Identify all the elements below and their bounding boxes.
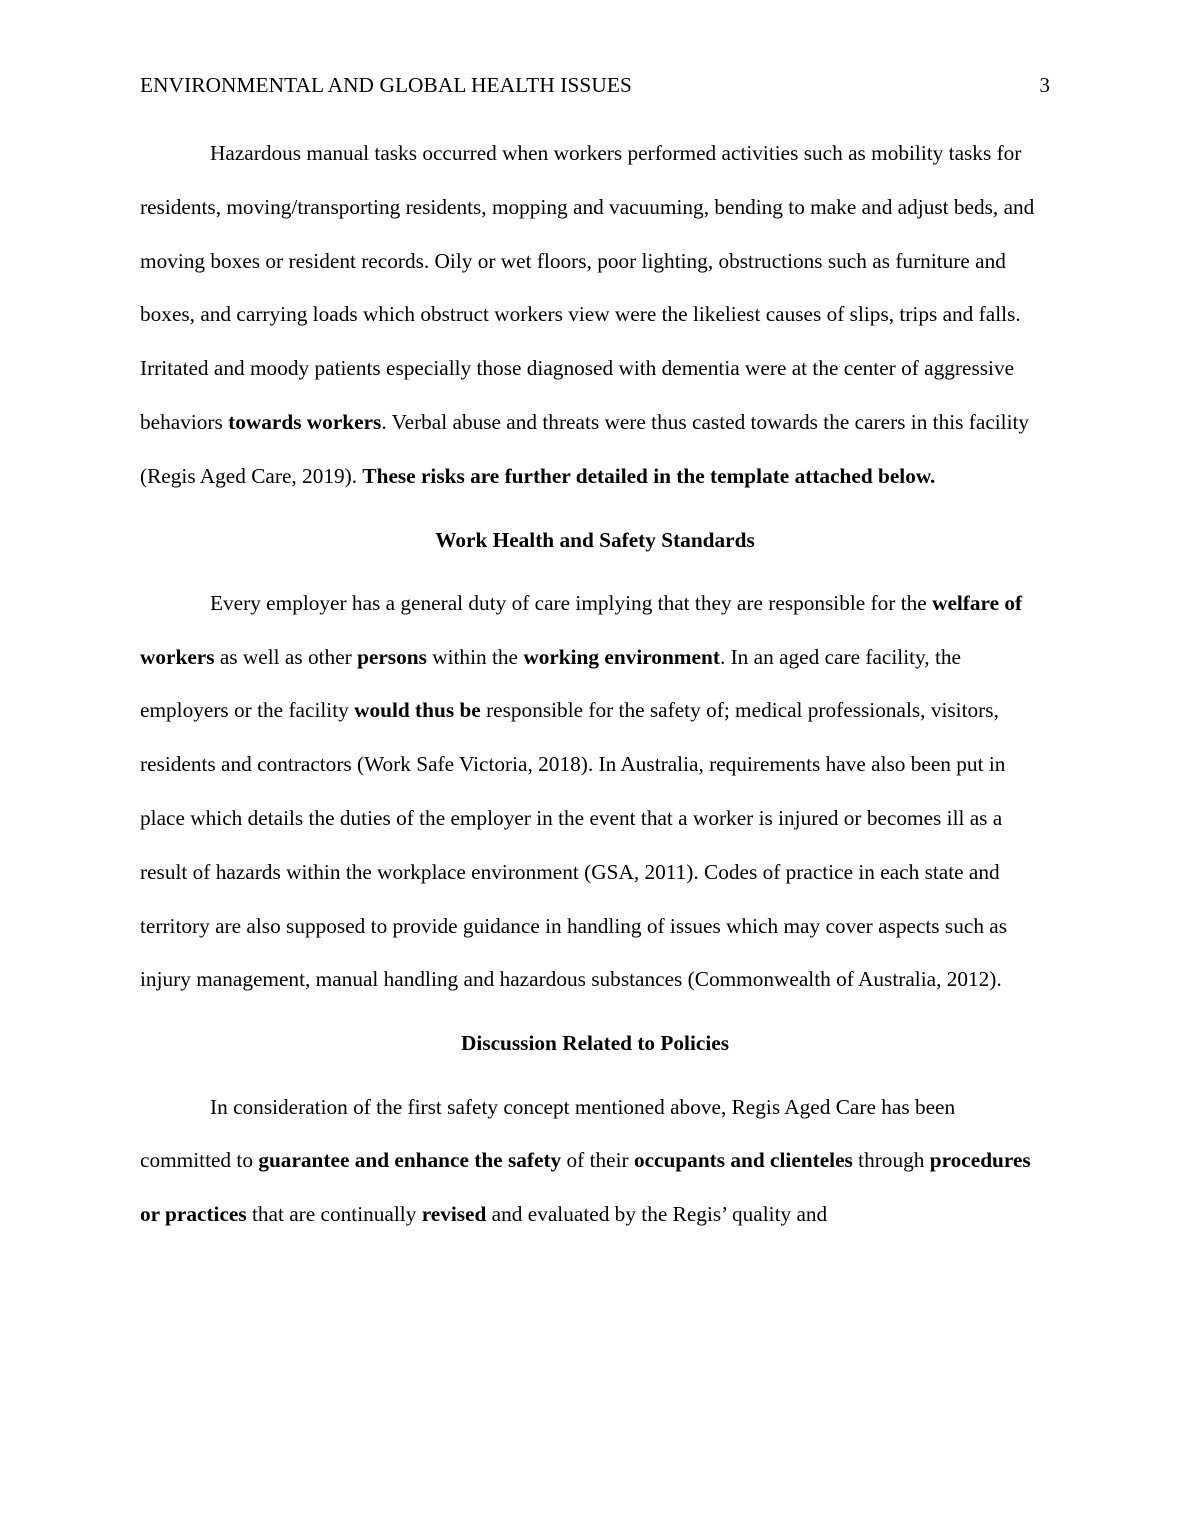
paragraph-hazards-bold-2: These risks are further detailed in the template attached below. [362,463,936,488]
paragraph-policies-text-1: In consideration of the first safety concept mentioned above, Regis Aged Care has been committed to [140,1094,956,1173]
section-heading-policies: Discussion Related to Policies [461,1031,729,1056]
paragraph-duty-text-3: within the [426,644,524,669]
paragraph-duty-bold-3: working environment [523,644,720,669]
paragraph-policies [140,1081,1050,1242]
paragraph-duty-text-1: Every employer has a general duty of care implying that they are responsible for the [210,590,933,615]
paragraph-duty-bold-1: welfare of workers [140,590,1023,669]
section-heading-whs-standards: Work Health and Safety Standards [435,527,755,552]
paragraph-policies-bold-1: guarantee and enhance the safety [258,1148,562,1173]
running-head-title: ENVIRONMENTAL AND GLOBAL HEALTH ISSUES [140,73,632,97]
paragraph-policies-bold-4: revised [421,1202,487,1227]
paragraph-policies-text-4: that are continually [246,1202,422,1227]
paragraph-duty-text-5: responsible for the safety of; medical professionals, visitors, residents and contractors (Work Safe Victoria, 2018). In Australia, requirements have also been put in place which details the duties of the employer in the event that a worker is injured or becomes ill as a result of hazards within the workplace environment (GSA, 2011). Codes of practice in each state and territory are also supposed to provide guidance in handling of issues which may cover aspects such as injury management, manual handling and hazardous substances (Commonwealth of Australia, 2012). [140,698,1008,992]
paragraph-duty-of-care [140,577,1050,1007]
paragraph-policies-text-5: and evaluated by the Regis’ quality and [486,1202,828,1227]
paragraph-policies-bold-3: procedures or practices [140,1148,1031,1227]
document-body [140,127,1050,1242]
paragraph-hazards-bold-1: towards workers [228,409,382,434]
page-number: 3 [1039,73,1050,97]
paragraph-policies-bold-2: occupants and clienteles [633,1148,853,1173]
paragraph-duty-text-4: . In an aged care facility, the employers or the facility [140,644,961,723]
paragraph-duty-bold-4: would thus be [354,698,481,723]
paragraph-hazards-text-2: . Verbal abuse and threats were thus casted towards the carers in this facility (Regis Aged Care, 2019). [140,409,1030,488]
paragraph-policies-text-3: through [852,1148,930,1173]
paragraph-duty-bold-2: persons [357,644,427,669]
paragraph-duty-text-2: as well as other [214,644,358,669]
paragraph-hazards [140,127,1050,504]
running-head [140,70,1050,100]
paragraph-policies-text-2: of their [561,1148,634,1173]
paragraph-hazards-text-1: Hazardous manual tasks occurred when workers performed activities such as mobility tasks for residents, moving/transporting residents, mopping and vacuuming, bending to make and adjust beds, and moving boxes or resident records. Oily or wet floors, poor lighting, obstructions such as furniture and boxes, and carrying loads which obstruct workers view were the likeliest causes of slips, trips and falls. Irritated and moody patients especially those diagnosed with dementia were at the center of aggressive behaviors [140,141,1035,434]
